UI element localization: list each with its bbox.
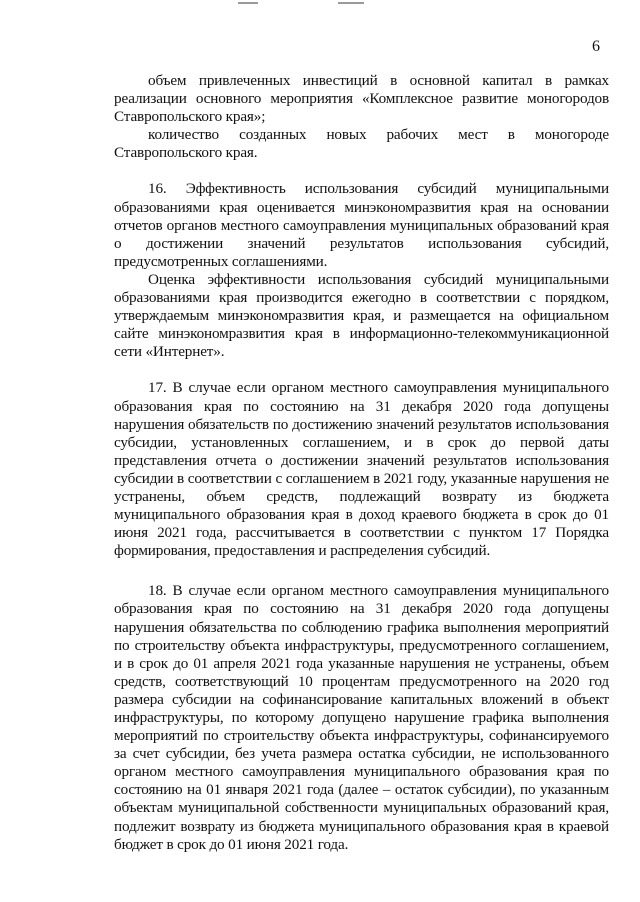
page-number: 6 <box>592 38 600 55</box>
paragraph-new-jobs: количество созданных новых рабочих мест в моногороде Ставропольского края. <box>114 126 609 162</box>
paragraph-clause-18: 18. В случае если органом местного самоуправления муниципального образования края по состоянию на 31 декабря 2020 года допущены нарушения обязательства по соблюдению графика выполнения мероприятий по строительству объекта инфраструктуры, предусмотренного соглашением, и в срок до 01 апреля 2021 года указанные нарушения не устранены, объем средств, соответствующий 10 процентам предусмотренного на 2020 год размера субсидии на софинансирование капитальных вложений в объект инфраструктуры, по которому допущено нарушение графика выполнения мероприятий по строительству объекта инфраструктуры, софинансируемого за счет субсидии, без учета размера остатка субсидии, не использованного органом местного самоуправления муниципального образования края по состоянию на 01 января 2021 года (далее – остаток субсидии), по указанным объектам муниципальной собственности муниципальных образований края, подлежит возврату из бюджета муниципального образования края в краевой бюджет в срок до 01 июня 2021 года. <box>114 582 609 853</box>
scan-artifact-line <box>238 2 258 4</box>
paragraph-investment-volume: объем привлеченных инвестиций в основной капитал в рамках реализации основного мероприятия «Комплексное развитие моногородов Ставропольского края»; <box>114 72 609 126</box>
paragraph-efficiency-assessment: Оценка эффективности использования субсидий муниципальными образованиями края производится ежегодно в соответствии с порядком, утверждаемым минэкономразвития края, и размещается на официальном сайте минэкономразвития края в информационно-телекоммуникационной сети «Интернет». <box>114 270 609 361</box>
paragraph-clause-17: 17. В случае если органом местного самоуправления муниципального образования края по состоянию на 31 декабря 2020 года допущены нарушения обязательств по достижению значений результатов использования субсидии, установленных соглашением, и в срок до первой даты представления отчета о достижении значений результатов использования субсидии в соответствии с соглашением в 2021 году, указанные нарушения не устранены, объем средств, подлежащий возврату из бюджета муниципального образования края в доход краевого бюджета в срок до 01 июня 2021 года, рассчитывается в соответствии с пунктом 17 Порядка формирования, предоставления и распределения субсидий. <box>114 379 609 560</box>
document-body <box>114 72 609 854</box>
scan-artifact-line <box>338 2 364 4</box>
paragraph-clause-16: 16. Эффективность использования субсидий муниципальными образованиями края оценивается минэкономразвития края на основании отчетов органов местного самоуправления муниципальных образований края о достижении значений результатов использования субсидий, предусмотренных соглашениями. <box>114 180 609 270</box>
